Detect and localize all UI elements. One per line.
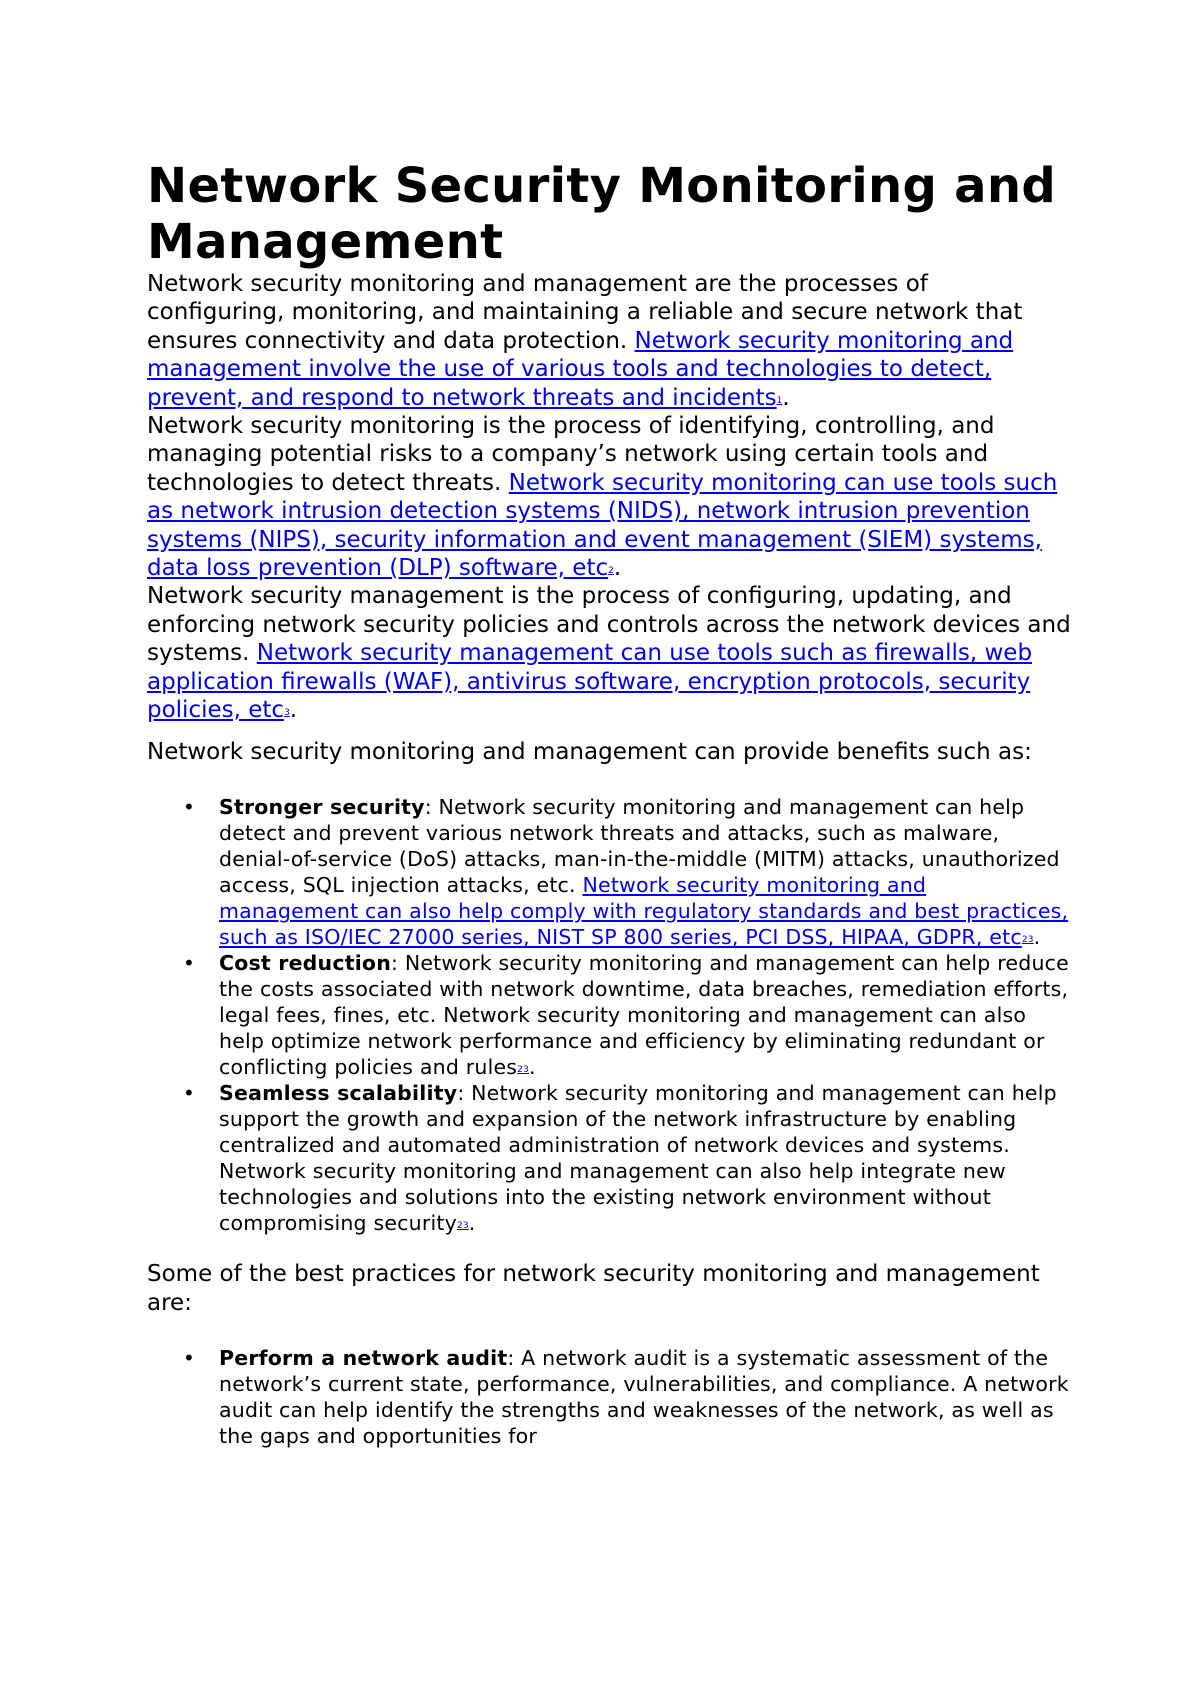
benefit-term: Seamless scalability — [219, 1081, 458, 1105]
document-page — [147, 158, 1072, 1449]
intro-citation-2[interactable]: 2 — [608, 566, 614, 577]
list-item — [147, 794, 1072, 950]
practice-text: : A network audit is a systematic assessment of the network’s current state, performance, vulnerabilities, and compliance. A network audit can help identify the strengths and weaknesses of the network, as well as the gaps and opportunities for — [219, 1346, 1069, 1448]
benefit-text: : Network security monitoring and management can help reduce the costs associated with network downtime, data breaches, remediation efforts, legal fees, fines, etc. Network security monitoring and management can also help optimize network performance and efficiency by eliminating redundant or conflicting policies and rules — [219, 951, 1069, 1079]
intro-link-2[interactable]: Network security monitoring can use tools such as network intrusion detection systems (NIDS), network intrusion prevention systems (NIPS), security information and event management (SIEM) systems, data loss prevention (DLP) software, etc — [147, 469, 1058, 582]
benefit-link[interactable]: Network security monitoring and management can also help comply with regulatory standards and best practices, such as ISO/IEC 27000 series, NIST SP 800 series, PCI DSS, HIPAA, GDPR, etc — [219, 873, 1069, 949]
bullet-icon: • — [183, 1081, 195, 1105]
practice-term: Perform a network audit — [219, 1346, 508, 1370]
benefit-text: : Network security monitoring and management can help support the growth and expansion of the network infrastructure by enabling centralized and automated administration of network devices and systems. Network security monitoring and management can also help integrate new technologies and solutions into the existing network environment without compromising security — [219, 1081, 1057, 1235]
intro-citation-1[interactable]: 1 — [776, 395, 783, 406]
benefit-term: Cost reduction — [219, 951, 392, 975]
benefits-list — [147, 794, 1072, 1236]
page-title: Network Security Monitoring and Management — [147, 158, 1056, 270]
list-item — [147, 1080, 1072, 1236]
benefits-heading: Network security monitoring and management can provide benefits such as: — [147, 738, 1032, 765]
practices-heading: Some of the best practices for network security monitoring and management are: — [147, 1261, 1040, 1316]
bullet-icon: • — [183, 795, 195, 819]
benefit-after: . — [1033, 925, 1041, 949]
benefit-after: . — [529, 1055, 536, 1079]
intro-link-1[interactable]: Network security monitoring and management involve the use of various tools and technologies to detect, prevent, and respond to network threats and incidents — [147, 327, 1014, 411]
benefit-term: Stronger security — [219, 795, 425, 819]
intro-after-2: . — [613, 555, 622, 582]
bullet-icon: • — [183, 1346, 195, 1370]
benefit-after: . — [468, 1211, 476, 1235]
intro-section — [147, 270, 1072, 725]
list-item — [147, 950, 1072, 1080]
intro-text-1: Network security monitoring and management are the processes of configuring, monitoring, and maintaining a reliable and secure network that ensures connectivity and data protection. — [147, 271, 1023, 354]
intro-text-3: Network security management is the process of configuring, updating, and enforcing network security policies and controls across the network devices and systems. — [147, 583, 1071, 667]
list-item — [147, 1345, 1072, 1449]
intro-after-1: . — [782, 384, 790, 411]
intro-link-3[interactable]: Network security management can use tools such as firewalls, web application firewalls (WAF), antivirus software, encryption protocols, security policies, etc — [147, 640, 1033, 724]
intro-citation-3[interactable]: 3 — [284, 708, 290, 719]
bullet-icon: • — [183, 951, 195, 975]
intro-paragraph-1 — [147, 270, 1072, 412]
intro-paragraph-2 — [147, 412, 1072, 582]
practices-list — [147, 1345, 1072, 1449]
benefit-citation[interactable]: 23 — [456, 1221, 469, 1231]
benefit-text: : Network security monitoring and management can help detect and prevent various network threats and attacks, such as malware, denial-of-service (DoS) attacks, man-in-the-middle (MITM) attacks, unauthorized access, SQL injection attacks, etc. — [219, 795, 1060, 897]
benefit-citation[interactable]: 23 — [517, 1065, 530, 1075]
intro-paragraph-3 — [147, 582, 1072, 724]
intro-text-2: Network security monitoring is the process of identifying, controlling, and managing potential risks to a company’s network using certain tools and technologies to detect threats. — [147, 413, 995, 496]
intro-after-3: . — [289, 697, 298, 724]
benefit-citation[interactable]: 23 — [1021, 935, 1034, 945]
